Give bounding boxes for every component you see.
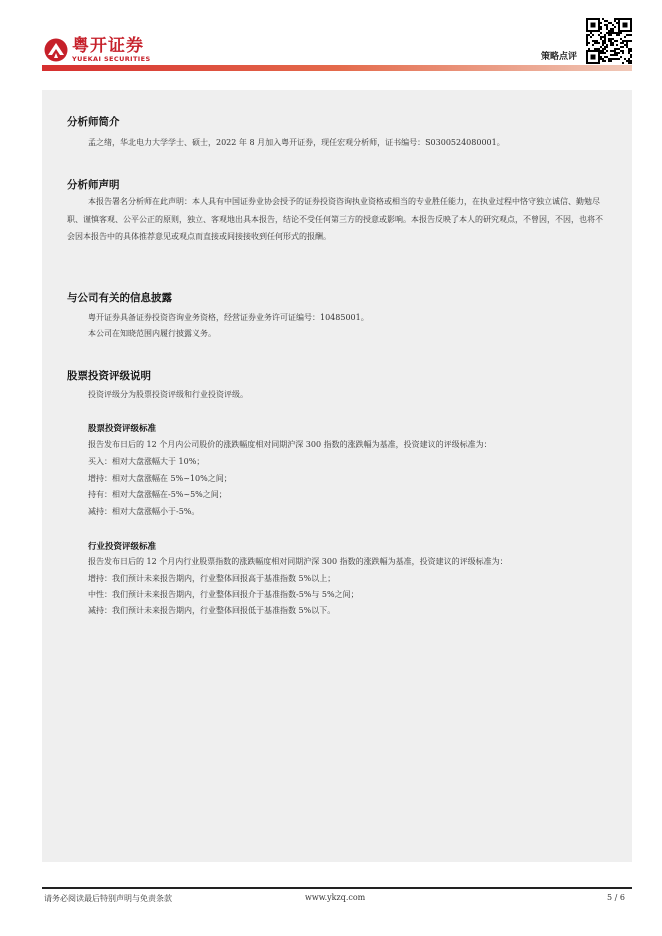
footer-page-number: 5 / 6 xyxy=(607,893,625,902)
stock-rating-line: 报告发布日后的 12 个月内公司股价的涨跌幅度相对同期沪深 300 指数的涨跌幅为基准，投资建议的评级标准为： xyxy=(88,440,492,449)
footer-disclaimer: 请务必阅读最后特别声明与免责条款 xyxy=(44,894,172,903)
stock-rating-line: 持有：相对大盘涨幅在-5%~5%之间； xyxy=(88,490,227,499)
page-header xyxy=(0,0,662,72)
company-logo xyxy=(44,36,151,64)
analyst-intro-text: 孟之绪，华北电力大学学士、硕士，2022 年 8 月加入粤开证券，现任宏观分析师，证书编号：S0300524080001。 xyxy=(88,138,505,147)
disclosure-line: 本公司在知晓范围内履行披露义务。 xyxy=(88,329,216,338)
logo-mark-icon xyxy=(44,38,68,62)
industry-rating-line: 中性：我们预计未来报告期内，行业整体回报介于基准指数-5%与 5%之间； xyxy=(88,590,359,599)
footer-website[interactable]: www.ykzq.com xyxy=(305,893,366,902)
logo-en-text: YUEKAI SECURITIES xyxy=(72,55,151,63)
report-type-tag: 策略点评 xyxy=(541,52,578,62)
stock-rating-title: 股票投资评级标准 xyxy=(88,424,157,434)
rating-intro: 投资评级分为股票投资评级和行业投资评级。 xyxy=(88,390,248,399)
industry-rating-line: 报告发布日后的 12 个月内行业股票指数的涨跌幅度相对同期沪深 300 指数的涨跌幅为基准，投资建议的评级标准为： xyxy=(88,557,508,566)
analyst-statement-title: 分析师声明 xyxy=(67,179,120,191)
qr-code-icon xyxy=(586,18,632,64)
industry-rating-line: 增持：我们预计未来报告期内，行业整体回报高于基准指数 5%以上； xyxy=(88,574,336,583)
rating-title: 股票投资评级说明 xyxy=(67,370,151,382)
industry-rating-line: 减持：我们预计未来报告期内，行业整体回报低于基准指数 5%以下。 xyxy=(88,606,336,615)
stock-rating-line: 增持：相对大盘涨幅在 5%~10%之间； xyxy=(88,474,232,483)
logo-cn-text: 粤开证券 xyxy=(72,36,144,56)
stock-rating-line: 减持：相对大盘涨幅小于-5%。 xyxy=(88,507,200,516)
analyst-statement-text: 本报告署名分析师在此声明：本人具有中国证券业协会授予的证券投资咨询执业资格或相当的专业胜任能力，在执业过程中恪守独立诚信、勤勉尽职、谨慎客观、公平公正的原则，独立、客观地出具本报告，结论不受任何第三方的授意或影响。本报告反映了本人的研究观点，不曾因，不因，也将不会因本报告中的具体推荐意见或观点而直接或间接接收到任何形式的报酬。 xyxy=(67,197,603,241)
disclosure-title: 与公司有关的信息披露 xyxy=(67,292,172,304)
analyst-intro-title: 分析师简介 xyxy=(67,116,120,128)
industry-rating-title: 行业投资评级标准 xyxy=(88,542,157,552)
disclosure-line: 粤开证券具备证券投资咨询业务资格，经营证券业务许可证编号：10485001。 xyxy=(88,313,369,322)
header-accent-bar xyxy=(42,65,632,71)
stock-rating-line: 买入：相对大盘涨幅大于 10%； xyxy=(88,457,205,466)
footer-rule xyxy=(42,887,632,889)
